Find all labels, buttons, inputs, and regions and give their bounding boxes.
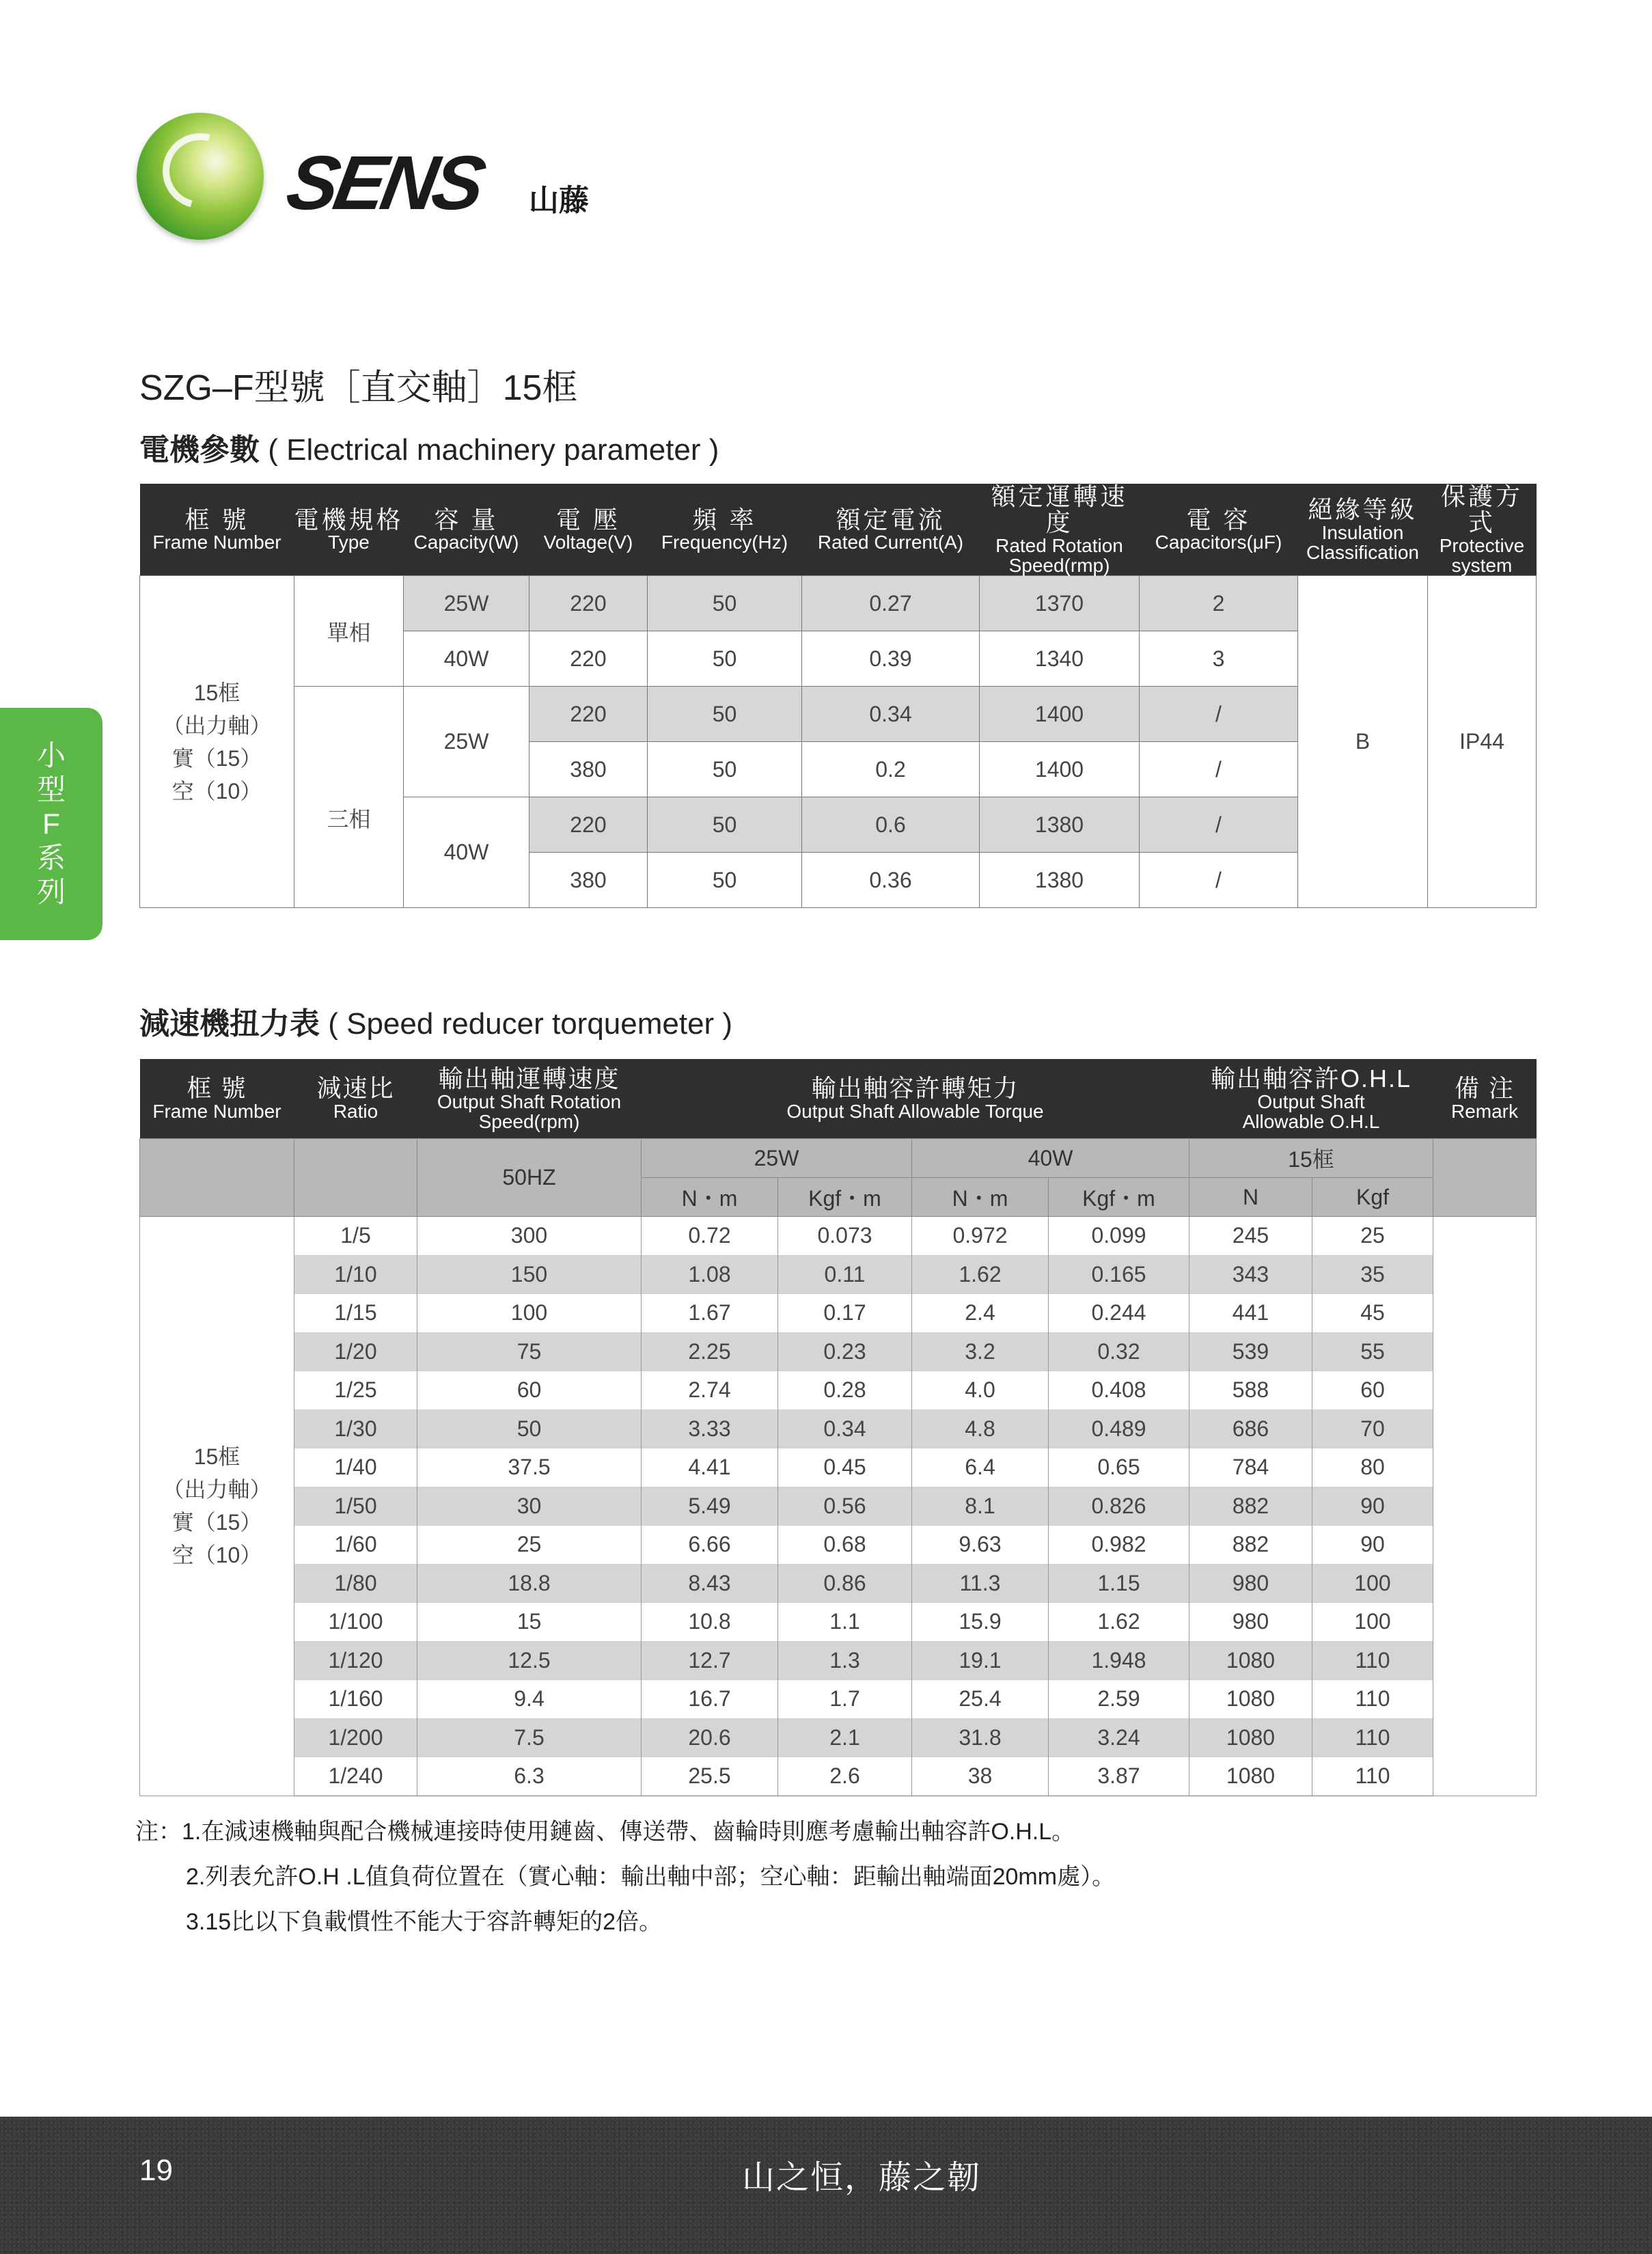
- cell: 6.66: [642, 1526, 778, 1565]
- cell: 0.45: [778, 1448, 912, 1487]
- cell: 0.165: [1049, 1255, 1189, 1294]
- cell: 75: [417, 1332, 642, 1371]
- header-ohl: 輸出軸容許O.H.L Output Shaft Allowable O.H.L: [1189, 1059, 1433, 1139]
- cell: 60: [1312, 1371, 1433, 1410]
- cell: 1.3: [778, 1641, 912, 1680]
- cell: 0.6: [802, 797, 980, 853]
- cell: 1/20: [294, 1332, 417, 1371]
- cell: 60: [417, 1371, 642, 1410]
- header-frame: 框 號 Frame Number: [140, 1059, 294, 1139]
- subheader-nm: N・m: [912, 1178, 1049, 1217]
- cell: 3.87: [1049, 1757, 1189, 1796]
- cell: 0.073: [778, 1217, 912, 1256]
- header-insulation: 絕緣等級 Insulation Classification: [1298, 484, 1428, 576]
- cell: 4.8: [912, 1410, 1049, 1448]
- cell: 220: [529, 576, 648, 631]
- side-tab-char: 小: [36, 739, 66, 771]
- insulation-cell: B: [1298, 576, 1428, 908]
- cell: 0.39: [802, 631, 980, 687]
- section-torque-cn: 減速機扭力表: [139, 1007, 320, 1041]
- side-tab-char: 列: [36, 876, 66, 908]
- cell: 90: [1312, 1487, 1433, 1526]
- table-row: [140, 1410, 1537, 1448]
- cell: 0.36: [802, 853, 980, 908]
- cell: 0.23: [778, 1332, 912, 1371]
- cell: 343: [1189, 1255, 1312, 1294]
- cell: 16.7: [642, 1680, 778, 1719]
- cell: 1.08: [642, 1255, 778, 1294]
- side-tab-char: F: [42, 808, 60, 840]
- cell: 110: [1312, 1757, 1433, 1796]
- table-row: [140, 1448, 1537, 1487]
- cell: 882: [1189, 1487, 1312, 1526]
- logo-globe-icon: [137, 113, 264, 240]
- footer-bar: [0, 2117, 1652, 2254]
- cell: 0.099: [1049, 1217, 1189, 1256]
- cell: 50: [648, 687, 802, 742]
- cell: 9.4: [417, 1680, 642, 1719]
- table-subheader-row: [140, 1139, 1537, 1178]
- cell: 220: [529, 631, 648, 687]
- cell: 1380: [980, 797, 1140, 853]
- subheader-kgf: Kgf: [1312, 1178, 1433, 1217]
- header-protection: 保護方式 Protective system: [1428, 484, 1537, 576]
- subheader-frame15: 15框: [1189, 1139, 1433, 1178]
- subheader-25w: 25W: [642, 1139, 912, 1178]
- table-row: [140, 1526, 1537, 1565]
- cell: 4.0: [912, 1371, 1049, 1410]
- cell: 30: [417, 1487, 642, 1526]
- table-row: [140, 1603, 1537, 1642]
- table-row: [140, 1487, 1537, 1526]
- brand-logo: [137, 113, 615, 243]
- cell: 25.4: [912, 1680, 1049, 1719]
- cell: 10.8: [642, 1603, 778, 1642]
- remark-cell: [1433, 1217, 1537, 1796]
- subheader-n: N: [1189, 1178, 1312, 1217]
- cell: 0.68: [778, 1526, 912, 1565]
- cell: 0.826: [1049, 1487, 1189, 1526]
- cell: 1380: [980, 853, 1140, 908]
- cell: 539: [1189, 1332, 1312, 1371]
- table-row: [140, 1680, 1537, 1719]
- cell: 0.972: [912, 1217, 1049, 1256]
- footer-slogan: 山之恒，藤之韌: [742, 2160, 982, 2196]
- cell: 0.34: [778, 1410, 912, 1448]
- note-line: 3.15比以下負載慣性不能大于容許轉矩的2倍。: [186, 1909, 663, 1935]
- table-header-row: [140, 484, 1537, 576]
- note-line: 2.列表允許O.H .L值負荷位置在（實心軸：輸出軸中部；空心軸：距輸出軸端面20mm處）。: [186, 1864, 1116, 1890]
- cell: 50: [648, 853, 802, 908]
- cell: 1080: [1189, 1757, 1312, 1796]
- cell: 1/60: [294, 1526, 417, 1565]
- cell: 1080: [1189, 1641, 1312, 1680]
- section-torque-title: [139, 999, 732, 1043]
- cell: /: [1140, 742, 1298, 797]
- cell: 2: [1140, 576, 1298, 631]
- type-three-cell: 三相: [294, 687, 404, 908]
- cell: 784: [1189, 1448, 1312, 1487]
- cell: 1340: [980, 631, 1140, 687]
- cell: 4.41: [642, 1448, 778, 1487]
- cell: 5.49: [642, 1487, 778, 1526]
- cell: 220: [529, 797, 648, 853]
- cell: 50: [648, 742, 802, 797]
- cell: 1.7: [778, 1680, 912, 1719]
- header-remark: 備 注 Remark: [1433, 1059, 1537, 1139]
- cell: 300: [417, 1217, 642, 1256]
- cell: 588: [1189, 1371, 1312, 1410]
- cell: 9.63: [912, 1526, 1049, 1565]
- cell: 12.5: [417, 1641, 642, 1680]
- cell: 0.2: [802, 742, 980, 797]
- table-row: [140, 1294, 1537, 1333]
- cell: /: [1140, 687, 1298, 742]
- cell: 2.4: [912, 1294, 1049, 1333]
- cell: 110: [1312, 1680, 1433, 1719]
- note-line: 注：1.在減速機軸與配合機械連接時使用鏈齒、傳送帶、齒輪時則應考慮輸出軸容許O.H.L。: [135, 1819, 1075, 1845]
- cell: 25: [1312, 1217, 1433, 1256]
- header-type: 電機規格 Type: [294, 484, 404, 576]
- cell: 0.28: [778, 1371, 912, 1410]
- subheader-blank: [140, 1139, 294, 1217]
- cell: 1/120: [294, 1641, 417, 1680]
- table-row: [140, 1332, 1537, 1371]
- cell: 40W: [404, 631, 529, 687]
- cell: 6.3: [417, 1757, 642, 1796]
- cell: 0.408: [1049, 1371, 1189, 1410]
- cell: 1/5: [294, 1217, 417, 1256]
- motor-parameter-table: [139, 484, 1537, 908]
- cell: 20.6: [642, 1718, 778, 1757]
- cell: 12.7: [642, 1641, 778, 1680]
- cell: 0.34: [802, 687, 980, 742]
- table-row: [140, 1371, 1537, 1410]
- header-speed: 額定運轉速度 Rated Rotation Speed(rmp): [980, 484, 1140, 576]
- cell: 50: [648, 576, 802, 631]
- cell: 25: [417, 1526, 642, 1565]
- cell: 2.74: [642, 1371, 778, 1410]
- cell: 1.1: [778, 1603, 912, 1642]
- table-row: [140, 1217, 1537, 1256]
- cell: 100: [1312, 1603, 1433, 1642]
- subheader-hz: 50HZ: [417, 1139, 642, 1217]
- cell: 1400: [980, 687, 1140, 742]
- header-frequency: 頻 率 Frequency(Hz): [648, 484, 802, 576]
- cell: 6.4: [912, 1448, 1049, 1487]
- cell: 1/80: [294, 1564, 417, 1603]
- section-torque-en: ( Speed reducer torquemeter ): [328, 1007, 733, 1041]
- cell: 7.5: [417, 1718, 642, 1757]
- cell: 35: [1312, 1255, 1433, 1294]
- cell: 15.9: [912, 1603, 1049, 1642]
- subheader-nm: N・m: [642, 1178, 778, 1217]
- cell: 15: [417, 1603, 642, 1642]
- cell: 1/160: [294, 1680, 417, 1719]
- cell: 0.65: [1049, 1448, 1189, 1487]
- torque-table: [139, 1059, 1537, 1796]
- cell: 882: [1189, 1526, 1312, 1565]
- cell: 0.56: [778, 1487, 912, 1526]
- cell: 110: [1312, 1641, 1433, 1680]
- subheader-kgfm: Kgf・m: [1049, 1178, 1189, 1217]
- cell: 1/30: [294, 1410, 417, 1448]
- header-current: 額定電流 Rated Current(A): [802, 484, 980, 576]
- cell: 0.489: [1049, 1410, 1189, 1448]
- cell: 0.72: [642, 1217, 778, 1256]
- table-row: [140, 1564, 1537, 1603]
- cell: 1.62: [1049, 1603, 1189, 1642]
- cell: /: [1140, 853, 1298, 908]
- cell: 37.5: [417, 1448, 642, 1487]
- side-tab-char: 型: [36, 773, 66, 806]
- cell: 19.1: [912, 1641, 1049, 1680]
- cell: 1/25: [294, 1371, 417, 1410]
- cell: 11.3: [912, 1564, 1049, 1603]
- table-row: [140, 1718, 1537, 1757]
- cell: 45: [1312, 1294, 1433, 1333]
- frame-label-cell: 15框 （出力軸） 實（15） 空（10）: [140, 576, 294, 908]
- cell: /: [1140, 797, 1298, 853]
- cell: 1/40: [294, 1448, 417, 1487]
- cell: 1080: [1189, 1718, 1312, 1757]
- cell: 1370: [980, 576, 1140, 631]
- cell: 1400: [980, 742, 1140, 797]
- cell: 25W: [404, 576, 529, 631]
- table-row: [140, 1757, 1537, 1796]
- cell: 245: [1189, 1217, 1312, 1256]
- side-tab-char: 系: [36, 842, 66, 874]
- logo-cn-text: 山藤: [529, 184, 589, 217]
- section-electrical-en: ( Electrical machinery parameter ): [268, 433, 719, 467]
- cell: 2.1: [778, 1718, 912, 1757]
- cell: 686: [1189, 1410, 1312, 1448]
- cell: 50: [648, 631, 802, 687]
- header-capacity: 容 量 Capacity(W): [404, 484, 529, 576]
- cell: 1/200: [294, 1718, 417, 1757]
- cell: 0.27: [802, 576, 980, 631]
- cell: 80: [1312, 1448, 1433, 1487]
- cell: 50: [648, 797, 802, 853]
- cell: 1/240: [294, 1757, 417, 1796]
- cell: 31.8: [912, 1718, 1049, 1757]
- cell: 380: [529, 742, 648, 797]
- cell: 1/50: [294, 1487, 417, 1526]
- protection-cell: IP44: [1428, 576, 1537, 908]
- cell: 50: [417, 1410, 642, 1448]
- cell: 55: [1312, 1332, 1433, 1371]
- cell: 1080: [1189, 1680, 1312, 1719]
- cell: 25W: [404, 687, 529, 797]
- cell: 3: [1140, 631, 1298, 687]
- cell: 380: [529, 853, 648, 908]
- header-allowable-torque: 輸出軸容許轉矩力 Output Shaft Allowable Torque: [642, 1059, 1189, 1139]
- cell: 1/100: [294, 1603, 417, 1642]
- cell: 1.15: [1049, 1564, 1189, 1603]
- cell: 0.244: [1049, 1294, 1189, 1333]
- page-number: 19: [139, 2154, 173, 2187]
- cell: 150: [417, 1255, 642, 1294]
- notes-block: [135, 1809, 1115, 1944]
- type-single-cell: 單相: [294, 576, 404, 687]
- subheader-blank: [294, 1139, 417, 1217]
- cell: 25.5: [642, 1757, 778, 1796]
- side-tab-series: [0, 708, 102, 940]
- cell: 0.32: [1049, 1332, 1189, 1371]
- cell: 980: [1189, 1564, 1312, 1603]
- cell: 980: [1189, 1603, 1312, 1642]
- header-voltage: 電 壓 Voltage(V): [529, 484, 648, 576]
- subheader-blank: [1433, 1139, 1537, 1217]
- cell: 18.8: [417, 1564, 642, 1603]
- header-ratio: 減速比 Ratio: [294, 1059, 417, 1139]
- cell: 0.86: [778, 1564, 912, 1603]
- cell: 3.33: [642, 1410, 778, 1448]
- cell: 38: [912, 1757, 1049, 1796]
- subheader-kgfm: Kgf・m: [778, 1178, 912, 1217]
- cell: 220: [529, 687, 648, 742]
- logo-wordmark: SENS: [280, 140, 488, 225]
- cell: 0.17: [778, 1294, 912, 1333]
- cell: 2.6: [778, 1757, 912, 1796]
- cell: 90: [1312, 1526, 1433, 1565]
- subheader-40w: 40W: [912, 1139, 1189, 1178]
- cell: 3.24: [1049, 1718, 1189, 1757]
- section-electrical-cn: 電機參數: [139, 433, 260, 467]
- table-row: [140, 576, 1537, 631]
- cell: 1/15: [294, 1294, 417, 1333]
- header-frame: 框 號 Frame Number: [140, 484, 294, 576]
- table-row: [140, 1641, 1537, 1680]
- header-output-speed: 輸出軸運轉速度 Output Shaft Rotation Speed(rpm): [417, 1059, 642, 1139]
- cell: 110: [1312, 1718, 1433, 1757]
- cell: 0.11: [778, 1255, 912, 1294]
- cell: 70: [1312, 1410, 1433, 1448]
- cell: 100: [1312, 1564, 1433, 1603]
- cell: 2.59: [1049, 1680, 1189, 1719]
- cell: 8.1: [912, 1487, 1049, 1526]
- cell: 8.43: [642, 1564, 778, 1603]
- cell: 100: [417, 1294, 642, 1333]
- table-row: [140, 1255, 1537, 1294]
- cell: 441: [1189, 1294, 1312, 1333]
- section-electrical-title: [139, 425, 719, 469]
- page-title: SZG–F型號［直交軸］15框: [139, 368, 578, 408]
- header-capacitors: 電 容 Capacitors(μF): [1140, 484, 1298, 576]
- cell: 2.25: [642, 1332, 778, 1371]
- cell: 1/10: [294, 1255, 417, 1294]
- cell: 3.2: [912, 1332, 1049, 1371]
- cell: 1.67: [642, 1294, 778, 1333]
- frame-label-cell: 15框 （出力軸） 實（15） 空（10）: [140, 1217, 294, 1796]
- cell: 1.948: [1049, 1641, 1189, 1680]
- cell: 0.982: [1049, 1526, 1189, 1565]
- cell: 1.62: [912, 1255, 1049, 1294]
- table-header-row: [140, 1059, 1537, 1139]
- cell: 40W: [404, 797, 529, 908]
